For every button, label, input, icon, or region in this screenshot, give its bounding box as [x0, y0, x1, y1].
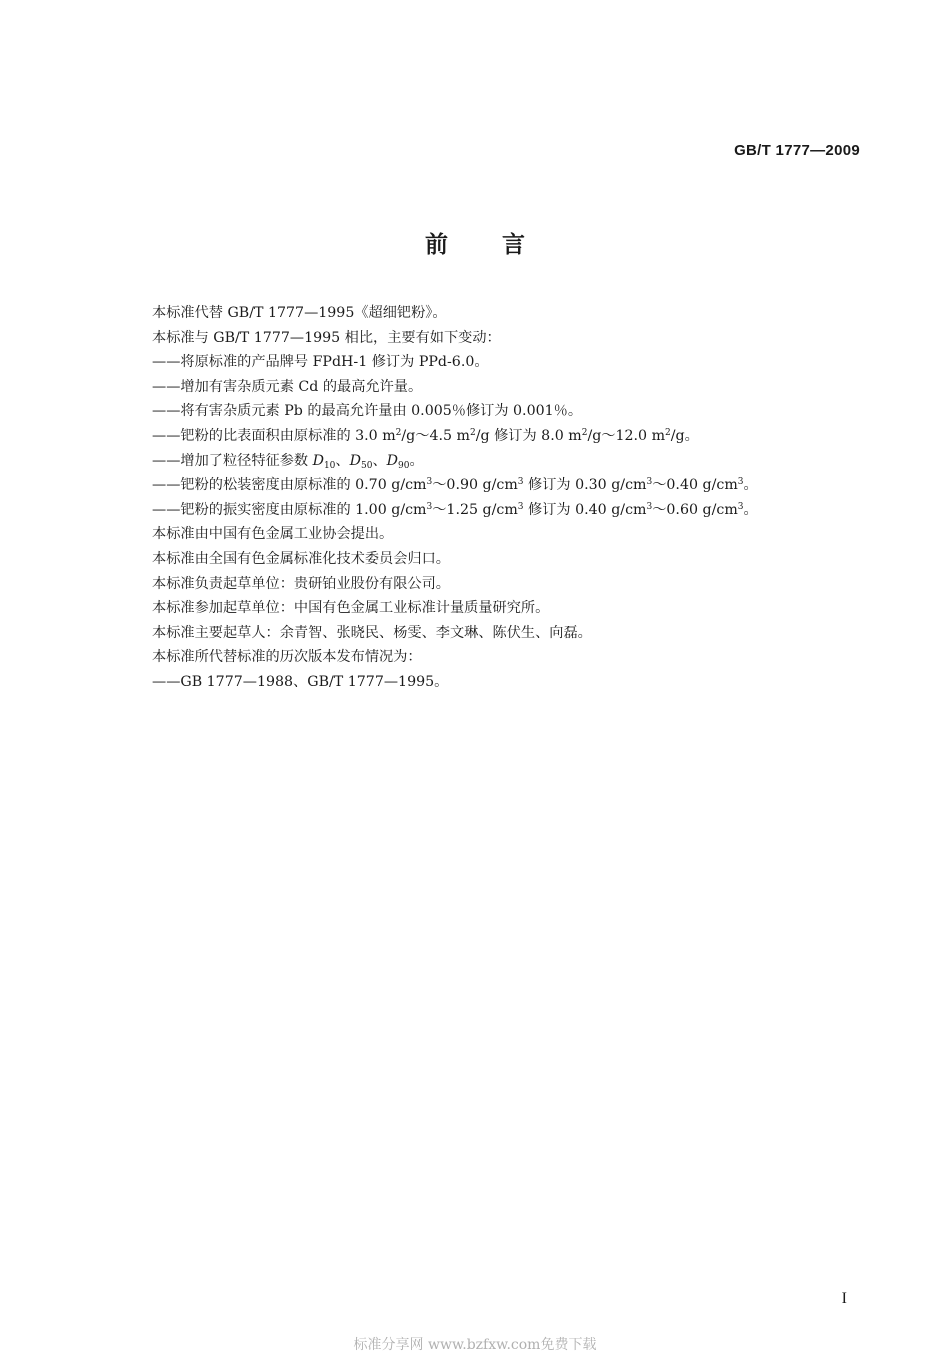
- change-item-particle-size: ——增加了粒径特征参数 $D_{10}$、$D_{50}$、$D_{90}$。: [152, 452, 424, 471]
- page-title: 前言: [425, 232, 579, 258]
- change-item-tap-density: ——钯粉的振实密度由原标准的 1.00 $g/cm^3\sim 1.25$ $g/cm^3$ 修订为 0.40 $g/cm^3\sim 0.60$ $g/cm^3$。: [152, 501, 758, 518]
- change-item-apparent-density: ——钯粉的松装密度由原标准的 0.70 $g/cm^3\sim 0.90$ $g/cm^3$ 修订为 0.30 $g/cm^3\sim 0.40$ $g/cm^3$。: [152, 477, 758, 494]
- paragraph-line: 本标准所代替标准的历次版本发布情况为：: [152, 649, 422, 666]
- paragraph-line: 本标准由全国有色金属标准化技术委员会归口。: [152, 550, 450, 567]
- change-item: ——将有害杂质元素 Pb 的最高允许量由 0.005％修订为 0.001％。: [152, 403, 583, 420]
- change-item: ——GB 1777—1988、GB/T 1777—1995。: [152, 673, 449, 690]
- watermark-text: 标准分享网 www.bzfxw.com免费下载: [353, 1337, 597, 1353]
- page-number: I: [841, 1290, 847, 1307]
- paragraph-line: 本标准参加起草单位：中国有色金属工业标准计量质量研究所。: [152, 600, 550, 617]
- paragraph-line: 本标准与 GB/T 1777—1995 相比，主要有如下变动：: [152, 329, 501, 346]
- change-item: ——将原标准的产品牌号 FPdH-1 修订为 PPd-6.0。: [152, 354, 489, 371]
- change-item: ——增加有害杂质元素 Cd 的最高允许量。: [152, 378, 423, 395]
- standard-code: GB/T 1777—2009: [734, 142, 860, 159]
- paragraph-line: 本标准主要起草人：余青智、张晓民、杨雯、李文琳、陈伏生、向磊。: [152, 624, 592, 641]
- paragraph-line: 本标准由中国有色金属工业协会提出。: [152, 526, 394, 543]
- foreword-body: [152, 301, 872, 695]
- change-item-specific-surface: ——钯粉的比表面积由原标准的 3.0 $m^2/g\sim 4.5$ $m^2/g$ 修订为 8.0 $m^2/g\sim 12.0$ $m^2/g$。: [152, 427, 699, 444]
- paragraph-line: 本标准负责起草单位：贵研铂业股份有限公司。: [152, 575, 450, 592]
- paragraph-line: 本标准代替 GB/T 1777—1995《超细钯粉》。: [152, 305, 447, 321]
